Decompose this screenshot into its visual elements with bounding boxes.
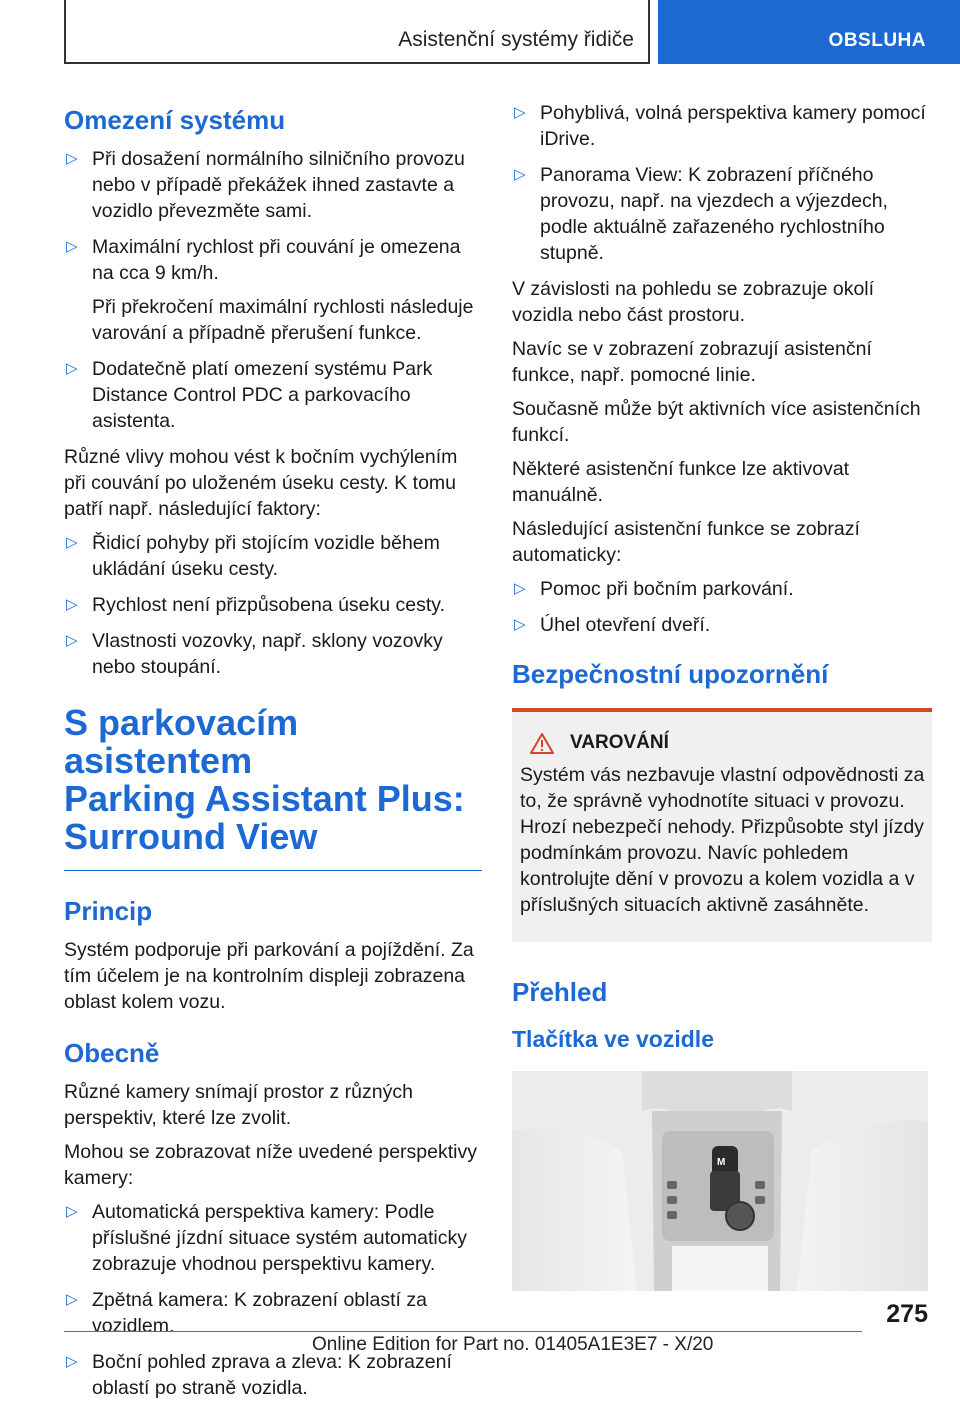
paragraph-obecne-2: Mohou se zobrazovat níže uvedené perspektivy kamery: xyxy=(64,1141,477,1189)
list-item: ▷ Vlastnosti vozovky, např. sklony vozovky nebo stoupání. xyxy=(66,630,443,678)
triangle-right-icon: ▷ xyxy=(514,616,526,633)
warning-box xyxy=(512,708,932,942)
triangle-right-icon: ▷ xyxy=(66,632,78,649)
vlivy-list xyxy=(64,530,482,680)
header-tab xyxy=(658,0,960,64)
perspektivy-list xyxy=(64,1199,482,1401)
paragraph-2: Navíc se v zobrazení zobrazují asistenční funkce, např. pomocné linie. xyxy=(512,338,872,386)
list-item: ▷ Automatická perspektiva kamery: Podle příslušné jízdní situace systém automaticky zobrazuje vhodnou perspektivu kamery. xyxy=(66,1201,467,1275)
paragraph-obecne-1: Různé kamery snímají prostor z různých perspektiv, které lze zvolit. xyxy=(64,1081,413,1129)
heading-princip: Princip xyxy=(64,896,153,926)
list-item: ▷ Při dosažení normálního silničního provozu nebo v případě překážek ihned zastavte a vozidlo převezměte sami. xyxy=(66,148,465,222)
list-item: ▷ Dodatečně platí omezení systému Park Distance Control PDC a parkovacího asistenta. xyxy=(66,358,433,432)
console-illustration xyxy=(512,1071,928,1291)
triangle-right-icon: ▷ xyxy=(514,104,526,121)
console-photo xyxy=(512,1071,928,1291)
m-logo: M xyxy=(717,1157,726,1168)
list-item: ▷ Zpětná kamera: K zobrazení oblastí za vozidlem. xyxy=(66,1289,427,1337)
triangle-right-icon: ▷ xyxy=(66,1203,78,1220)
auto-functions-list xyxy=(512,576,932,638)
paragraph-vlivy: Různé vlivy mohou vést k bočním vychýlením při couvání po uloženém úseku cesty. K tomu patří např. následující faktory: xyxy=(64,446,458,520)
warning-text: Systém vás nezbavuje vlastní odpovědnosti za to, že správně vyhodnotíte situaci v provozu. Hrozí nebezpečí nehody. Přizpůsobte styl jízdy podmínkám provozu. Navíc pohledem kontrolujte dění v provozu a kolem vozidla a v příslušných situacích aktivně zasáhněte. xyxy=(520,764,925,916)
triangle-right-icon: ▷ xyxy=(66,150,78,167)
footer-divider xyxy=(64,1331,862,1332)
triangle-right-icon: ▷ xyxy=(66,596,78,613)
heading-omezeni: Omezení systému xyxy=(64,105,286,135)
paragraph-5: Následující asistenční funkce se zobrazí automaticky: xyxy=(512,518,860,566)
list-item: ▷ Panorama View: K zobrazení příčného provozu, např. na vjezdech a výjezdech, podle aktuálně zařazeného rychlostního stupně. xyxy=(514,164,888,264)
right-column xyxy=(512,100,932,1291)
triangle-right-icon: ▷ xyxy=(514,166,526,183)
list-item: ▷ Pohyblivá, volná perspektiva kamery pomocí iDrive. xyxy=(514,102,926,150)
perspektivy-list-continued xyxy=(512,100,932,266)
list-item: ▷ Boční pohled zprava a zleva: K zobrazení oblastí po straně vozidla. xyxy=(66,1351,452,1399)
heading-bezpecnost: Bezpečnostní upozornění xyxy=(512,659,829,689)
warning-header xyxy=(520,732,926,754)
paragraph-1: V závislosti na pohledu se zobrazuje okolí vozidla nebo část prostoru. xyxy=(512,278,875,326)
warning-title: VAROVÁNÍ xyxy=(570,732,669,753)
triangle-right-icon: ▷ xyxy=(66,1291,78,1308)
list-item-subtext: Při překročení maximální rychlosti následuje varování a případně přerušení funkce. xyxy=(92,296,474,344)
omezeni-list xyxy=(64,146,482,434)
header-tab-label: OBSLUHA xyxy=(828,30,926,51)
left-column xyxy=(64,100,482,1411)
header-box xyxy=(64,0,650,64)
heading-prehled: Přehled xyxy=(512,977,608,1007)
list-item: ▷ Řidicí pohyby při stojícím vozidle během ukládání úseku cesty. xyxy=(66,532,440,580)
triangle-right-icon: ▷ xyxy=(66,1353,78,1370)
list-item: ▷ Maximální rychlost při couvání je omezena na cca 9 km/h. Při překročení maximální rychlosti následuje varování a případně přerušení funkce. xyxy=(64,234,482,346)
list-item: ▷ Úhel otevření dveří. xyxy=(514,614,711,636)
triangle-right-icon: ▷ xyxy=(66,360,78,377)
warning-triangle-icon xyxy=(530,733,554,754)
triangle-right-icon: ▷ xyxy=(514,580,526,597)
header-section-title: Asistenční systémy řidiče xyxy=(398,28,634,51)
footer-edition: Online Edition for Part no. 01405A1E3E7 - X/20 xyxy=(312,1334,714,1355)
list-item: ▷ Pomoc při bočním parkování. xyxy=(514,578,794,600)
heading-tlacitka: Tlačítka ve vozidle xyxy=(512,1026,714,1052)
paragraph-3: Současně může být aktivních více asistenčních funkcí. xyxy=(512,398,921,446)
paragraph-4: Některé asistenční funkce lze aktivovat manuálně. xyxy=(512,458,850,506)
paragraph-princip: Systém podporuje při parkování a pojíždění. Za tím účelem je na kontrolním displeji zobrazena oblast kolem vozu. xyxy=(64,939,474,1013)
page-number: 275 xyxy=(886,1300,928,1328)
triangle-right-icon: ▷ xyxy=(66,534,78,551)
list-item: ▷ Rychlost není přizpůsobena úseku cesty. xyxy=(66,594,445,616)
triangle-right-icon: ▷ xyxy=(66,238,78,255)
section-title-surround-view: S parkovacím asistentem Parking Assistant Plus: Surround View xyxy=(64,704,482,871)
heading-obecne: Obecně xyxy=(64,1038,160,1068)
